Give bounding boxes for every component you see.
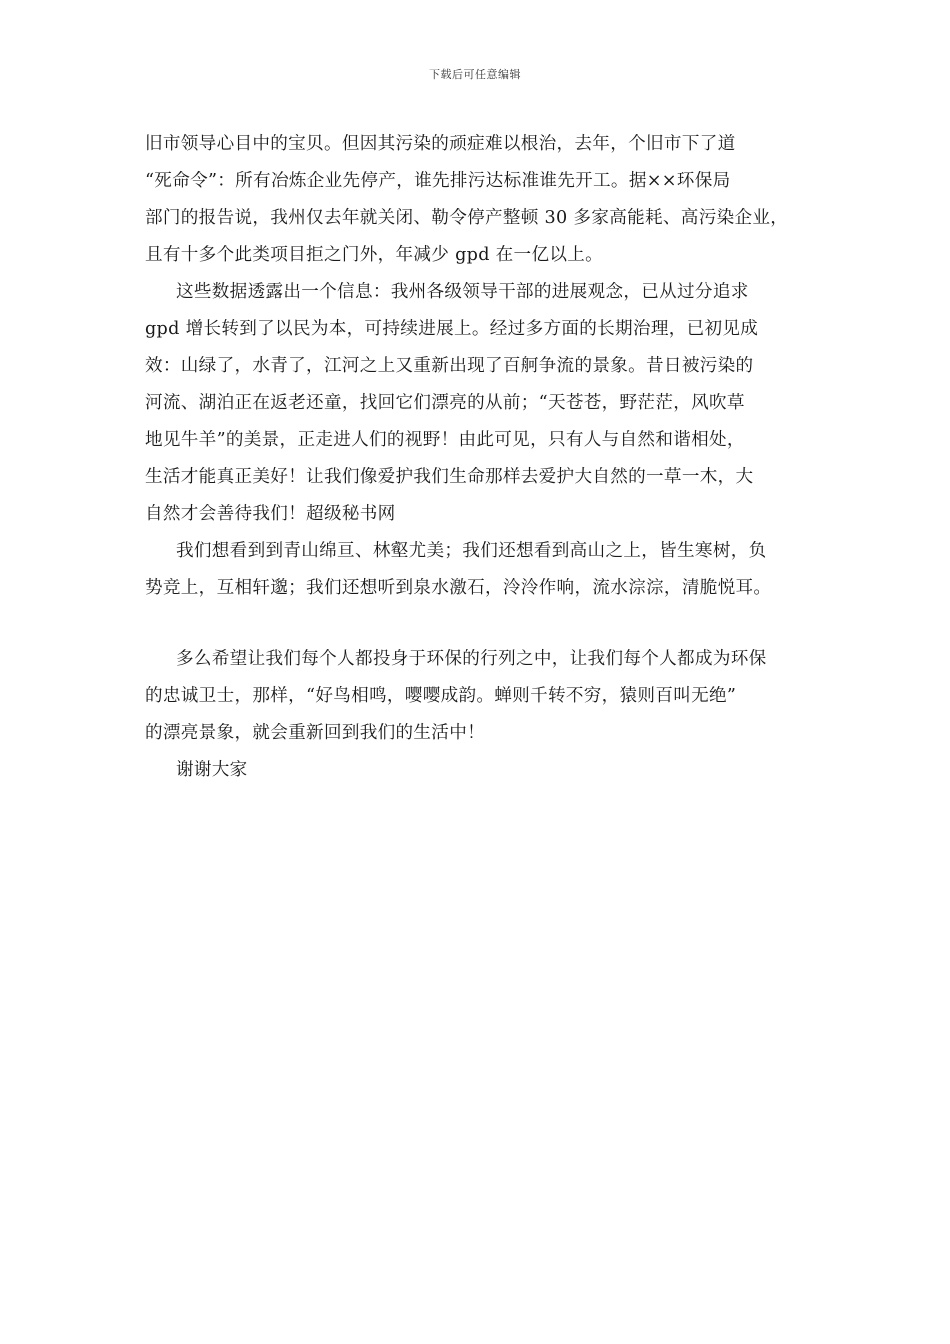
paragraph-3: [145, 533, 825, 607]
text-line: 旧市领导心目中的宝贝。但因其污染的顽症难以根治，去年，个旧市下了道: [145, 134, 736, 154]
text-line: 势竞上，互相轩邈；我们还想听到泉水激石，泠泠作响，流水淙淙，清脆悦耳。: [145, 578, 772, 598]
paragraph-4: [145, 641, 825, 752]
text-line: 效：山绿了，水青了，江河之上又重新出现了百舸争流的景象。昔日被污染的: [145, 356, 754, 376]
text-line: 且有十多个此类项目拒之门外，年减少 gpd 在一亿以上。: [145, 245, 604, 265]
paragraph-2: [145, 274, 825, 533]
text-line: 自然才会善待我们！超级秘书网: [145, 504, 396, 524]
closing-line: [145, 752, 825, 789]
page-header: 下载后可任意编辑: [429, 68, 521, 81]
text-line: “死命令”：所有冶炼企业先停产，谁先排污达标准谁先开工。据××环保局: [145, 171, 731, 191]
text-line: 河流、湖泊正在返老还童，找回它们漂亮的从前；“天苍苍，野茫茫，风吹草: [145, 393, 745, 413]
text-line: 地见牛羊”的美景，正走进人们的视野！由此可见，只有人与自然和谐相处，: [145, 430, 745, 450]
text-line: 这些数据透露出一个信息：我州各级领导干部的进展观念，已从过分追求: [176, 282, 749, 302]
text-line: 的漂亮景象，就会重新回到我们的生活中！: [145, 723, 485, 743]
text-line: 谢谢大家: [176, 760, 248, 780]
text-line: gpd 增长转到了以民为本，可持续进展上。经过多方面的长期治理，已初见成: [145, 319, 759, 339]
paragraph-1: [145, 126, 825, 274]
text-line: 的忠诚卫士，那样，“好鸟相鸣，嘤嘤成韵。蝉则千转不穷，猿则百叫无绝”: [145, 686, 737, 706]
document-body: [145, 126, 825, 789]
text-line: 生活才能真正美好！让我们像爱护我们生命那样去爱护大自然的一草一木，大: [145, 467, 754, 487]
text-line: 我们想看到到青山绵亘、林壑尤美；我们还想看到高山之上，皆生寒树，负: [176, 541, 767, 561]
text-line: 多么希望让我们每个人都投身于环保的行列之中，让我们每个人都成为环保: [176, 649, 767, 669]
paragraph-spacer: [145, 607, 825, 641]
text-line: 部门的报告说，我州仅去年就关闭、勒令停产整顿 30 多家高能耗、高污染企业，: [145, 208, 789, 228]
